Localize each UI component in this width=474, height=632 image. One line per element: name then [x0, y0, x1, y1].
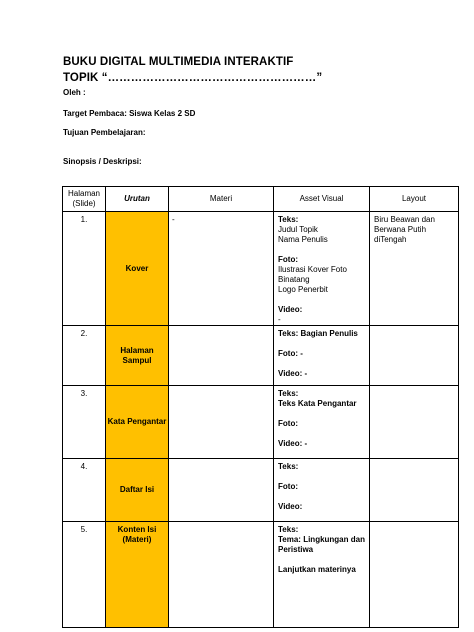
row-asset-visual	[274, 459, 370, 522]
row-number: 4.	[63, 459, 106, 522]
asset-line: Teks:	[278, 389, 299, 398]
column-header-halaman: Halaman (Slide)	[63, 187, 106, 212]
row-materi	[169, 386, 274, 459]
asset-line: Foto:	[278, 255, 298, 264]
asset-line: Judul Topik	[278, 225, 318, 234]
row-layout	[370, 522, 459, 628]
column-header-layout: Layout	[370, 187, 459, 212]
row-urutan: Halaman Sampul	[106, 326, 169, 386]
document-topic: TOPIK “………………………………………………”	[63, 72, 323, 84]
asset-line: Teks:	[278, 215, 299, 224]
table-row	[63, 522, 459, 628]
column-header-materi: Materi	[169, 187, 274, 212]
asset-line: Tema: Lingkungan dan Peristiwa	[278, 535, 365, 554]
learning-goal-label: Tujuan Pembelajaran:	[63, 128, 146, 137]
row-layout: Biru Beawan dan Berwana Putih diTengah	[370, 212, 459, 326]
column-header-asset-visual: Asset Visual	[274, 187, 370, 212]
asset-line: Ilustrasi Kover Foto Binatang	[278, 265, 347, 284]
row-asset-visual	[274, 212, 370, 326]
asset-line: Teks: Bagian Penulis	[278, 329, 358, 338]
target-reader-label: Target Pembaca: Siswa Kelas 2 SD	[63, 109, 196, 118]
row-layout	[370, 326, 459, 386]
asset-line: Teks:	[278, 525, 299, 534]
row-layout	[370, 459, 459, 522]
row-number: 1.	[63, 212, 106, 326]
author-label: Oleh :	[63, 88, 86, 97]
asset-line: Teks Kata Pengantar	[278, 399, 357, 408]
asset-line: Video:	[278, 502, 303, 511]
document-title: BUKU DIGITAL MULTIMEDIA INTERAKTIF	[63, 56, 294, 68]
table-header-row	[63, 187, 459, 212]
row-materi	[169, 459, 274, 522]
row-urutan: Konten Isi (Materi)	[106, 522, 169, 628]
storyboard-table	[62, 186, 459, 628]
row-layout	[370, 386, 459, 459]
asset-line: Foto:	[278, 482, 298, 491]
asset-line: Lanjutkan materinya	[278, 565, 356, 574]
asset-line: Foto:	[278, 419, 298, 428]
row-urutan: Kata Pengantar	[106, 386, 169, 459]
row-materi	[169, 522, 274, 628]
row-number: 5.	[63, 522, 106, 628]
asset-line: Video:	[278, 305, 303, 314]
asset-line: Logo Penerbit	[278, 285, 328, 294]
row-asset-visual	[274, 326, 370, 386]
table-row	[63, 459, 459, 522]
asset-line: Teks:	[278, 462, 299, 471]
asset-line: Video: -	[278, 369, 308, 378]
row-materi	[169, 326, 274, 386]
table-row	[63, 212, 459, 326]
row-asset-visual	[274, 386, 370, 459]
column-header-urutan: Urutan	[106, 187, 169, 212]
row-materi: -	[169, 212, 274, 326]
synopsis-label: Sinopsis / Deskripsi:	[63, 157, 142, 166]
row-number: 3.	[63, 386, 106, 459]
row-urutan: Daftar Isi	[106, 459, 169, 522]
asset-line: Nama Penulis	[278, 235, 328, 244]
row-asset-visual	[274, 522, 370, 628]
row-urutan: Kover	[106, 212, 169, 326]
table-row	[63, 326, 459, 386]
asset-line: Video: -	[278, 439, 308, 448]
asset-line: -	[278, 315, 281, 324]
asset-line: Foto: -	[278, 349, 303, 358]
table-row	[63, 386, 459, 459]
row-number: 2.	[63, 326, 106, 386]
